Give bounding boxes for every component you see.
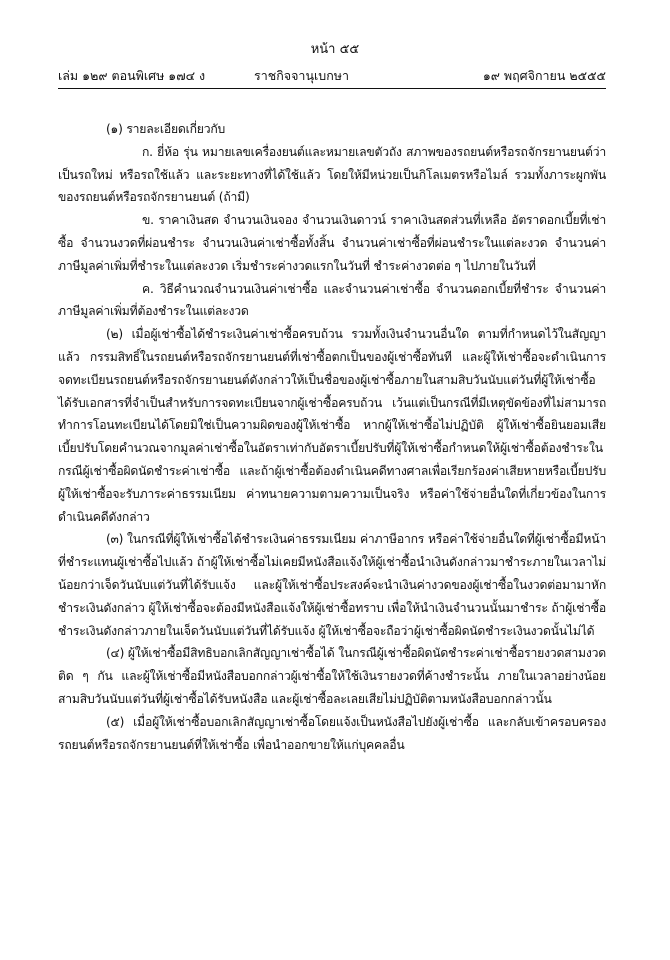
paragraph-1-c: ค. วิธีคำนวณจำนวนเงินค่าเช่าซื้อ และจำนวนค่าเช่าซื้อ จำนวนดอกเบี้ยที่ชำระ จำนวนค่าภาษีมูลค่าเพิ่มที่ต้องชำระในแต่ละงวด [58, 281, 606, 319]
paragraph-1-a: ก. ยี่ห้อ รุ่น หมายเลขเครื่องยนต์และหมายเลขตัวถัง สภาพของรถยนต์หรือรถจักรยานยนต์ว่าเป็นรถใหม่ หรือรถใช้แล้ว และระยะทางที่ได้ใช้แล้ว โดยให้มีหน่วยเป็นกิโลเมตรหรือไมล์ รวมทั้งภาระผูกพันของรถยนต์หรือรถจักรยานยนต์ (ถ้ามี) [58, 144, 606, 205]
paragraph-1: (๑) รายละเอียดเกี่ยวกับ [106, 122, 226, 136]
header-rule [58, 88, 606, 89]
publication-title: ราชกิจจานุเบกษา [254, 68, 350, 83]
publication-date: ๑๙ พฤศจิกายน ๒๕๕๕ [482, 68, 606, 83]
document-body [58, 118, 606, 756]
paragraph-3: (๓) ในกรณีที่ผู้ให้เช่าซื้อได้ชำระเงินค่าธรรมเนียม ค่าภาษีอากร หรือค่าใช้จ่ายอื่นใดที่ผู้เช่าซื้อมีหน้าที่ชำระแทนผู้เช่าซื้อไปแล้ว ถ้าผู้ให้เช่าซื้อไม่เคยมีหนังสือแจ้งให้ผู้เช่าซื้อนำเงินดังกล่าวมาชำระภายในเวลาไม่น้อยกว่าเจ็ดวันนับแต่วันที่ได้รับแจ้ง และผู้ให้เช่าซื้อประสงค์จะนำเงินค่างวดของผู้เช่าซื้อในงวดต่อมามาหักชำระเงินดังกล่าว ผู้ให้เช่าซื้อจะต้องมีหนังสือแจ้งให้ผู้เช่าซื้อทราบ เพื่อให้นำเงินจำนวนนั้นมาชำระ ถ้าผู้เช่าซื้อชำระเงินดังกล่าวภายในเจ็ดวันนับแต่วันที่ได้รับแจ้ง ผู้ให้เช่าซื้อจะถือว่าผู้เช่าซื้อผิดนัดชำระเงินงวดนั้นไม่ได้ [58, 532, 606, 638]
paragraph-4: (๔) ผู้ให้เช่าซื้อมีสิทธิบอกเลิกสัญญาเช่าซื้อได้ ในกรณีผู้เช่าซื้อผิดนัดชำระค่าเช่าซื้อรายงวดสามงวดติด ๆ กัน และผู้ให้เช่าซื้อมีหนังสือบอกกล่าวผู้เช่าซื้อให้ใช้เงินรายงวดที่ค้างชำระนั้น ภายในเวลาอย่างน้อยสามสิบวันนับแต่วันที่ผู้เช่าซื้อได้รับหนังสือ และผู้เช่าซื้อละเลยเสียไม่ปฏิบัติตามหนังสือบอกกล่าวนั้น [58, 646, 606, 706]
paragraph-1-b: ข. ราคาเงินสด จำนวนเงินจอง จำนวนเงินดาวน์ ราคาเงินสดส่วนที่เหลือ อัตราดอกเบี้ยที่เช่าซื้อ จำนวนงวดที่ผ่อนชำระ จำนวนเงินค่าเช่าซื้อทั้งสิ้น จำนวนค่าเช่าซื้อที่ผ่อนชำระในแต่ละงวด จำนวนค่าภาษีมูลค่าเพิ่มที่ชำระในแต่ละงวด เริ่มชำระค่างวดแรกในวันที่ ชำระค่างวดต่อ ๆ ไปภายในวันที่ [58, 213, 606, 273]
page-number: หน้า ๕๕ [310, 42, 360, 57]
paragraph-2: (๒) เมื่อผู้เช่าซื้อได้ชำระเงินค่าเช่าซื้อครบถ้วน รวมทั้งเงินจำนวนอื่นใด ตามที่กำหนดไว้ในสัญญาแล้ว กรรมสิทธิ์ในรถยนต์หรือรถจักรยานยนต์ที่เช่าซื้อตกเป็นของผู้เช่าซื้อทันที และผู้ให้เช่าซื้อจะดำเนินการจดทะเบียนรถยนต์หรือรถจักรยานยนต์ดังกล่าวให้เป็นชื่อของผู้เช่าซื้อภายในสามสิบวันนับแต่วันที่ผู้ให้เช่าซื้อได้รับเอกสารที่จำเป็นสำหรับการจดทะเบียนจากผู้เช่าซื้อครบถ้วน เว้นแต่เป็นกรณีที่มีเหตุขัดข้องที่ไม่สามารถทำการโอนทะเบียนได้โดยมิใช่เป็นความผิดของผู้ให้เช่าซื้อ หากผู้ให้เช่าซื้อไม่ปฏิบัติ ผู้ให้เช่าซื้อยินยอมเสียเบี้ยปรับโดยคำนวณจากมูลค่าเช่าซื้อในอัตราเท่ากับอัตราเบี้ยปรับที่ผู้ให้เช่าซื้อกำหนดให้ผู้เช่าซื้อต้องชำระในกรณีผู้เช่าซื้อผิดนัดชำระค่าเช่าซื้อ และถ้าผู้เช่าซื้อต้องดำเนินคดีทางศาลเพื่อเรียกร้องค่าเสียหายหรือเบี้ยปรับ ผู้ให้เช่าซื้อจะรับภาระค่าธรรมเนียม ค่าทนายความตามความเป็นจริง หรือค่าใช้จ่ายอื่นใดที่เกี่ยวข้องในการดำเนินคดีดังกล่าว [58, 327, 606, 524]
paragraph-5: (๕) เมื่อผู้ให้เช่าซื้อบอกเลิกสัญญาเช่าซื้อโดยแจ้งเป็นหนังสือไปยังผู้เช่าซื้อ และกลับเข้าครอบครองรถยนต์หรือรถจักรยานยนต์ที่ให้เช่าซื้อ เพื่อนำออกขายให้แก่บุคคลอื่น [58, 714, 606, 752]
volume-issue: เล่ม ๑๒๙ ตอนพิเศษ ๑๗๔ ง [58, 68, 206, 83]
